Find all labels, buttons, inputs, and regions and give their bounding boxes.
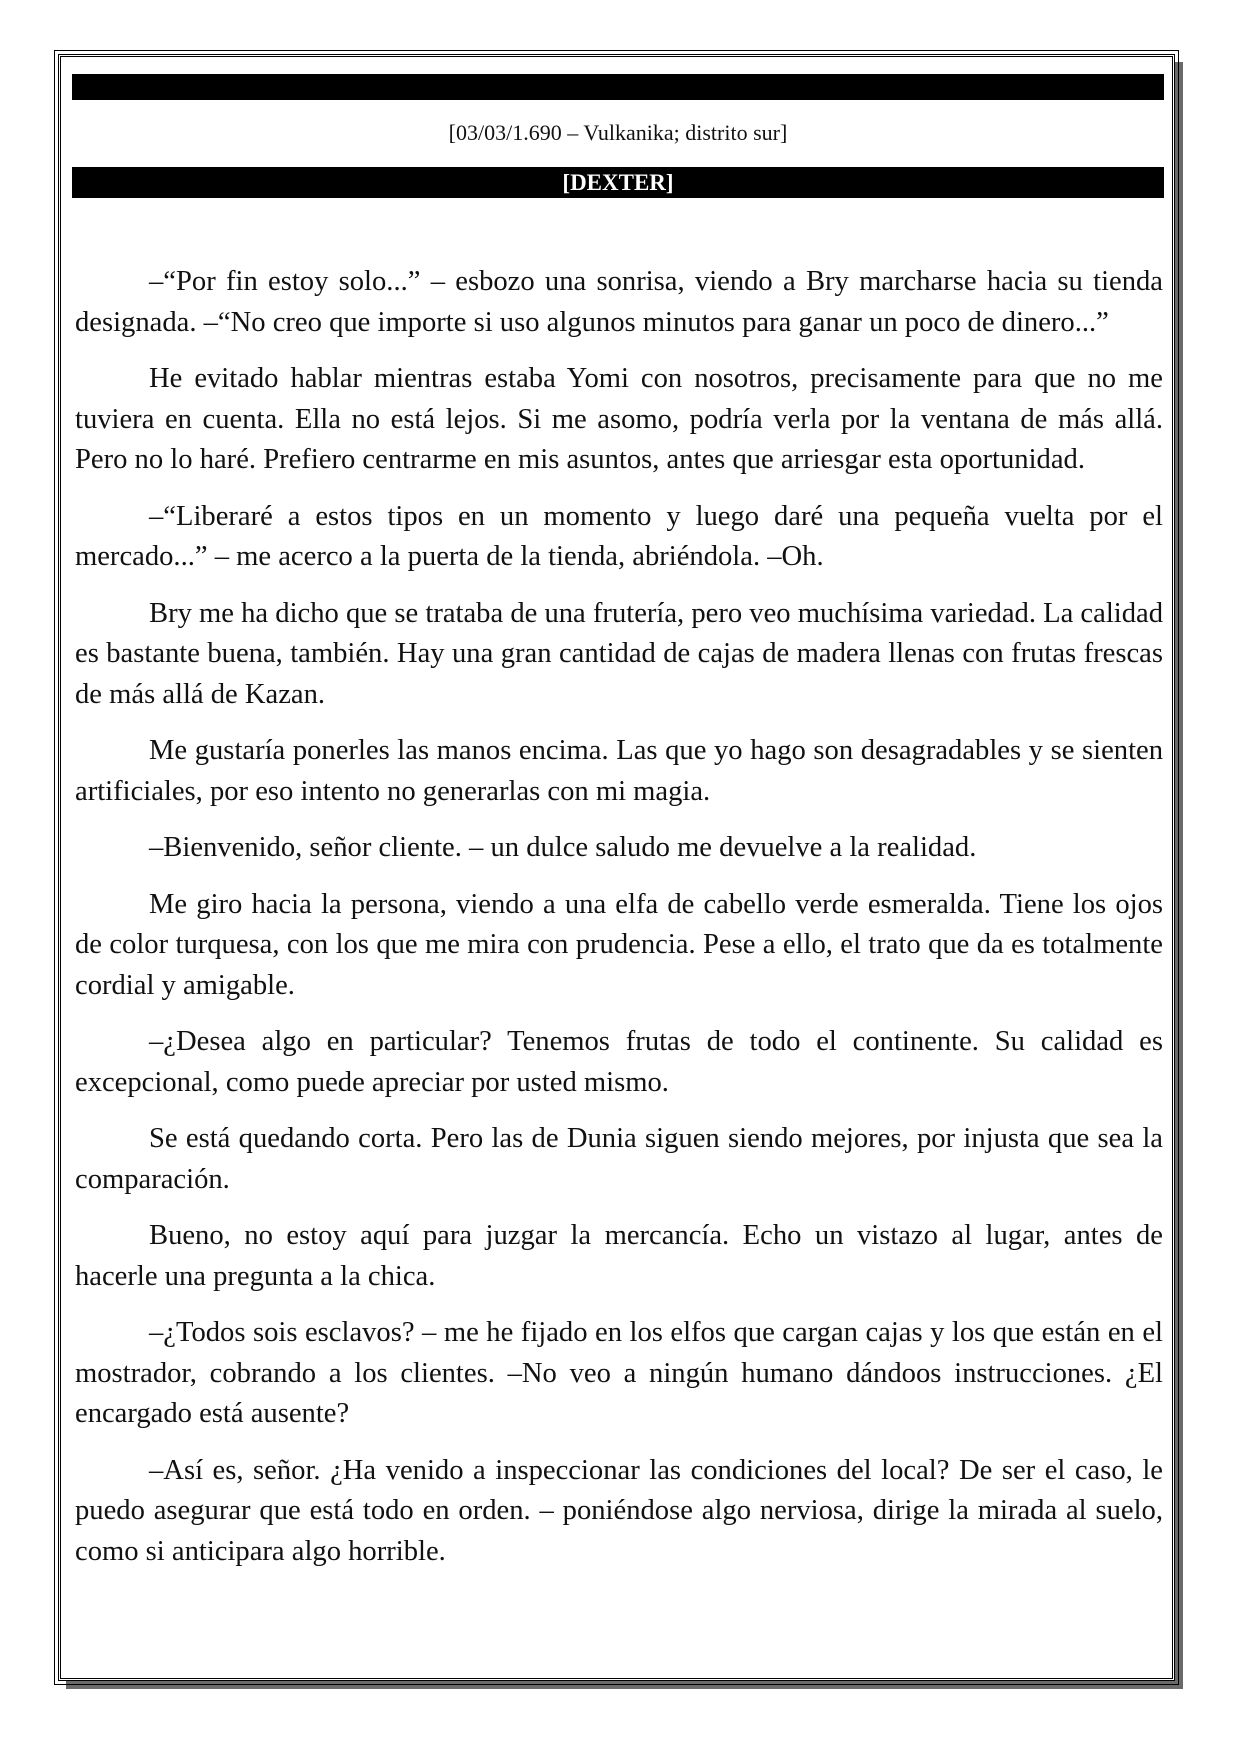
paragraph: –“Por fin estoy solo...” – esbozo una sonrisa, viendo a Bry marcharse hacia su tienda designada. –“No creo que importe si uso algunos minutos para ganar un poco de dinero...” <box>75 266 1163 338</box>
date-location-line: [03/03/1.690 – Vulkanika; distrito sur] <box>448 120 788 145</box>
paragraph: Bueno, no estoy aquí para juzgar la mercancía. Echo un vistazo al lugar, antes de hacerle una pregunta a la chica. <box>75 1220 1163 1292</box>
paragraph: Se está quedando corta. Pero las de Dunia siguen siendo mejores, por injusta que sea la comparación. <box>75 1123 1163 1195</box>
top-decorative-bar <box>72 74 1164 100</box>
paragraph: Me giro hacia la persona, viendo a una elfa de cabello verde esmeralda. Tiene los ojos de color turquesa, con los que me mira con prudencia. Pese a ello, el trato que da es totalmente cordial y amigable. <box>75 888 1163 1001</box>
paragraph: He evitado hablar mientras estaba Yomi con nosotros, precisamente para que no me tuviera en cuenta. Ella no está lejos. Si me asomo, podría verla por la ventana de más allá. Pero no lo haré. Prefiero centrarme en mis asuntos, antes que arriesgar esta oportunidad. <box>75 363 1163 475</box>
paragraph: –Así es, señor. ¿Ha venido a inspeccionar las condiciones del local? De ser el caso, le puedo asegurar que está todo en orden. – poniéndose algo nerviosa, dirige la mirada al suelo, como si anticipara algo horrible. <box>75 1454 1163 1567</box>
paragraph: –¿Todos sois esclavos? – me he fijado en los elfos que cargan cajas y los que están en el mostrador, cobrando a los clientes. –No veo a ningún humano dándoos instrucciones. ¿El encargado está ausente? <box>75 1317 1163 1429</box>
paragraph: Me gustaría ponerles las manos encima. Las que yo hago son desagradables y se sienten artificiales, por eso intento no generarlas con mi magia. <box>75 735 1163 807</box>
paragraph: –“Liberaré a estos tipos en un momento y luego daré una pequeña vuelta por el mercado...” – me acerco a la puerta de la tienda, abriéndola. –Oh. <box>75 500 1163 572</box>
paragraph: –¿Desea algo en particular? Tenemos frutas de todo el continente. Su calidad es excepcional, como puede apreciar por usted mismo. <box>75 1026 1163 1098</box>
paragraph: Bry me ha dicho que se trataba de una frutería, pero veo muchísima variedad. La calidad es bastante buena, también. Hay una gran cantidad de cajas de madera llenas con frutas frescas de más allá de Kazan. <box>75 597 1163 710</box>
pov-header-bar: [DEXTER] <box>72 167 1164 198</box>
story-body <box>75 262 1163 1588</box>
paragraph: –Bienvenido, señor cliente. – un dulce saludo me devuelve a la realidad. <box>149 832 977 863</box>
